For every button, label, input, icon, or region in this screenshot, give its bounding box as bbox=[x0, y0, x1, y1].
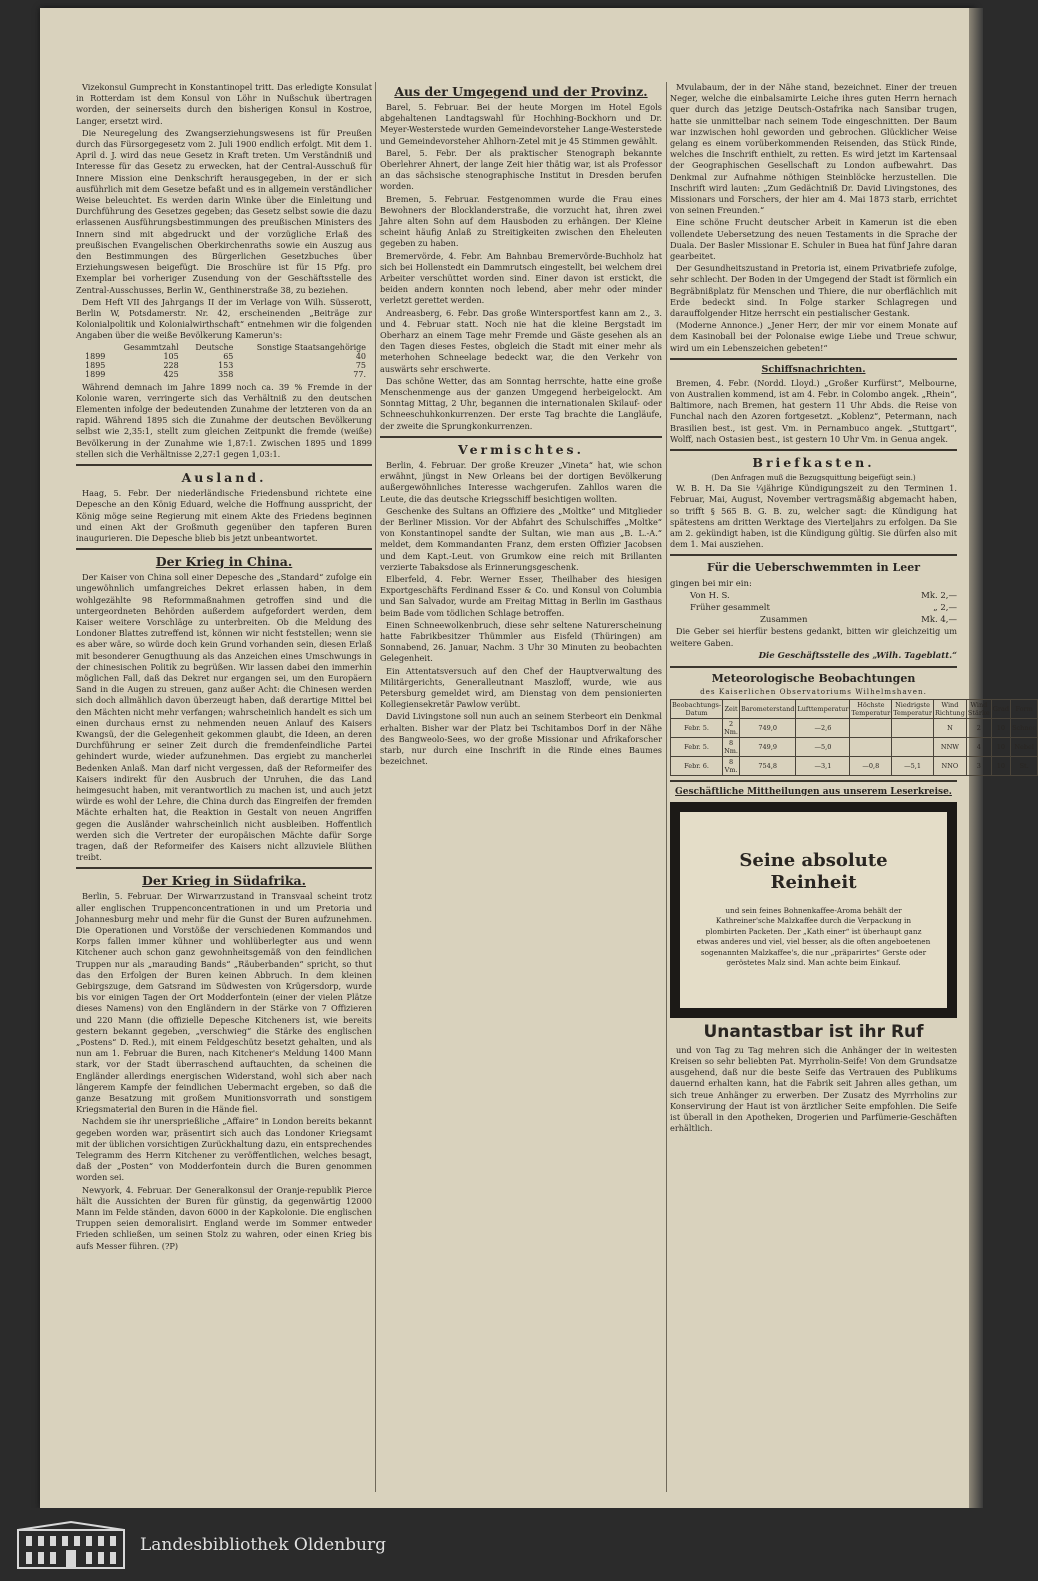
table-cell: NNW bbox=[933, 737, 966, 756]
schiff-paragraph: Bremen, 4. Febr. (Nordd. Lloyd.) „Großer Kurfürst“, Melbourne, von Australien kommend, ist am 4. Febr. in Colombo angek. „Rhein“, Baltimore, nach Bremen, hat gestern 11 Uhr Abds. die Reise von Funchal nach den Azoren fortgesetzt. „Koblenz“, Petermann, nach Brasilien best., ist gest. Vm. in Pernambuco angek. „Stuttgart“, Wolff, nach Ostasien best., ist gestern 10 Uhr Vm. in Genua angek. bbox=[670, 377, 957, 444]
section-heading-briefkasten: Briefkasten. bbox=[752, 455, 875, 471]
table-row bbox=[671, 737, 1038, 756]
ad-body: und sein feines Bohnenkaffee-Aroma behält der Kathreiner'sche Malzkaffee durch die Verpackung in plombirten Packeten. Der „Kath einer“ ist überhaupt ganz etwas anderes und viel, viel besser, als die often angeboetenen sogenannten Malzkaffee's, die nur „präparirtes“ Gerste oder geröstetes Malz sind. Man achte beim Einkauf. bbox=[696, 905, 931, 968]
donation-label: Früher gesammelt bbox=[690, 603, 770, 614]
vermischtes-paragraph: Berlin, 4. Februar. Der große Kreuzer „Vineta“ hat, wie schon erwähnt, jüngst in New Orleans bei der dortigen Bevölkerung außergewöhnliches Interesse wachgerufen. Zahllos waren die Leute, die das deutsche Kriegsschiff besichtigen wollten. bbox=[380, 459, 662, 504]
section-divider bbox=[670, 666, 957, 668]
table-cell: 77. bbox=[353, 369, 366, 379]
table-cell: Febr. 6. bbox=[671, 756, 723, 775]
table-cell: 1899 bbox=[85, 369, 106, 379]
column-1 bbox=[76, 82, 372, 1492]
table-cell: 40 bbox=[355, 351, 366, 361]
library-footer bbox=[0, 1508, 1000, 1581]
vermischtes-paragraph: Einen Schneewolkenbruch, diese sehr seltene Naturerscheinung hatte Fabrikbesitzer Thümmler aus Eisfeld (Thüringen) am Sonnabend, 26. Januar, Nachm. 3 Uhr 30 Minuten zu beobachten Gelegenheit. bbox=[380, 619, 662, 664]
donation-intro: gingen bei mir ein: bbox=[670, 579, 752, 590]
donation-signature: Die Geschäftsstelle des „Wilh. Tageblatt.“ bbox=[758, 650, 957, 661]
table-header: Sonstige Staatsangehörige bbox=[256, 342, 366, 352]
ad-headline: Seine absolute bbox=[739, 849, 888, 871]
umgegend-paragraph: Andreasberg, 6. Febr. Das große Wintersportfest kann am 2., 3. und 4. Februar statt. Noch nie hat die kleine Bergstadt im Oberharz an einem Tage mehr Fremde und Gäste gesehen als an den Tagen dieses Festes, obgleich die Stadt mit einer mehr als meterhohen Schneelage bedeckt war, die den Verkehr von auswärts sehr erschwerte. bbox=[380, 307, 662, 374]
table-header: Niedrigste Temperatur bbox=[893, 700, 932, 717]
ausland-paragraph: Haag, 5. Febr. Der niederländische Friedensbund richtete eine Depesche an den König Eduard, welche die Hoffnung ausspricht, der König möge seine Regierung mit einem Akte des Friedens beginnen und einen Akt der Großmuth gegenüber den tapferen Buren inaugurieren. Die Depesche blieb bis jetzt unbeantwortet. bbox=[76, 488, 372, 543]
table-header: Barometerstand bbox=[740, 699, 796, 718]
table-header: Grad bbox=[991, 699, 1010, 718]
section-divider bbox=[670, 780, 957, 782]
table-cell bbox=[892, 737, 934, 756]
intro-paragraph: Der Gesundheitszustand in Pretoria ist, einem Privatbriefe zufolge, sehr schlecht. Der Boden in der Umgegend der Stadt ist förmlich ein Begräbnißplatz für Menschen und Thiere, die nur oberflächlich mit Erde bedeckt sind. In Folge starker Schlagregen und darauffolgender Hitze herrscht ein pestialischer Gestank. bbox=[670, 263, 957, 319]
table-cell: 228 bbox=[163, 360, 179, 370]
suedafrika-paragraph: Berlin, 5. Februar. Der Wirwarrzustand in Transvaal scheint trotz aller englischen Truppenconcentrationen in und um Pretoria und Johannesburg mehr und mehr für die Gunst der Buren aufzunehmen. Die Operationen und Vorstöße der verschiedenen Kommandos und Korps fallen immer kühner und wohlüberlegter aus und wenn Kitchener auch schon ganz gewohnheitsgemäß von den feindlichen Truppen nur als „marauding Bands“ „Räuberbanden“ spricht, so thut das den Erfolgen der Buren keinen Abbruch. In dem kleinen Gebirgszuge, dem Gatsrand im Südwesten von Krügersdorp, wurde bis vor einigen Tagen der Ort Modderfontein (einer der vielen Plätze dieses Namens) von den Engländern in der Stärke von 7 Offizieren und 220 Mann (die offizielle Depesche Kitcheners ist, wie bereits gestern bekannt gegeben, „verschwieg“ die Stärke des englischen „Postens“ D. Red.), mit einem Feldgeschütz besetzt gehalten, und als nun am 1. Februar die Buren, nach Kitchener's Meldung 1400 Mann stark, vor der Stadt überraschend auftauchten, da scheinen die Engländer allerdings energischen Widerstand, wohl sich aber nach längerem Kampfe der feindlichen Uebermacht ergeben, so daß die ganze Besatzung mit großem Munitionsvorrath und sonstigem Kriegsmaterial den Buren in die Hände fiel. bbox=[76, 891, 372, 1115]
umgegend-paragraph: Bremervörde, 4. Febr. Am Bahnbau Bremervörde-Buchholz hat sich bei Hollenstedt ein Dammrutsch eingestellt, bei welchem drei Arbeiter verschüttet worden sind. Einer davon ist erstickt, die beiden andern konnten noch lebend, aber mehr oder minder verletzt gerettet werden. bbox=[380, 250, 662, 306]
population-table bbox=[76, 343, 372, 379]
table-row bbox=[671, 756, 1038, 775]
china-paragraph: Der Kaiser von China soll einer Depesche des „Standard“ zufolge ein ungewöhnlich umfangreiches Dekret erlassen haben, in dem wohlgezählte 98 Reformmaßnahmen getroffen sind und die untergeordneten Behörden außerdem aufgefordert werden, dem Kaiser weitere Vorschläge zu unterbreiten. Ob die Meldung des Londoner Blattes zutreffend ist, können wir nicht feststellen; wenn sie es aber wäre, so würde doch kein Grund vorhanden sein, diesen Erlaß mit besonderer Genugthuung als das Anzeichen eines Umschwungs in der chinesischen Politik zu begrüßen. Wir lassen dabei den immerhin möglichen Fall, daß das Dekret nur ergangen sei, um den Europäern Sand in die Augen zu streuen, ganz außer Acht: die Chinesen werden sich doch allmählich davon überzeugt haben, daß derartige Mittel bei den Mächten nicht mehr verfangen; wahrscheinlich handelt es sich um einen durchaus ernst zu nehmenden neuen Anlauf des Kaisers Kwangsü, der die Gelegenheit gekommen glaubt, die Ideen, an deren Durchführung er seiner Zeit durch die fremdenfeindliche Partei gehindert wurde, wieder aufzunehmen. Das ergiebt zu mancherlei Bedenken Anlaß. Man darf nicht vergessen, daß der Reformeifer des Kaisers indirekt für den Ausbruch der Unruhen, die das Land heimgesucht haben, mit verantwortlich zu machen ist, und auch jetzt würde es wohl der Lehre, die China durch das Eingreifen der fremden Mächte erhalten hat, die Reaktion in Gestalt von neuen Angriffen gegen die Ausländer wahrscheinlich nicht ausbleiben. Hoffentlich werden sich die Vertreter der europäischen Mächte dafür Sorge tragen, daß der Reformeifer des Kaisers nicht allzuviele Blüthen treibt. bbox=[76, 572, 372, 863]
table-cell: 3 bbox=[966, 756, 991, 775]
table-cell: Febr. 5. bbox=[671, 718, 723, 737]
table-row bbox=[76, 352, 372, 361]
table-cell: —0,8 bbox=[850, 756, 892, 775]
donation-list bbox=[670, 578, 957, 661]
donation-amount: „ 2,— bbox=[933, 603, 957, 614]
column-rule bbox=[666, 82, 667, 1492]
vermischtes-paragraph: Ein Attentatsversuch auf den Chef der Hauptverwaltung des Militärgerichts, Generalleutnant Maszloff, wurde, wie aus Petersburg gemeldet wird, am Dienstag von dem pensionierten Kollegiensekretär Pawlow verübt. bbox=[380, 665, 662, 710]
weather-table bbox=[670, 699, 1038, 776]
section-heading-vermischtes: Vermischtes. bbox=[458, 441, 584, 457]
section-divider bbox=[76, 867, 372, 869]
section-heading-meteo: Meteorologische Beobachtungen bbox=[711, 671, 916, 685]
umgegend-paragraph: Barel, 5. Februar. Bei der heute Morgen im Hotel Egols abgehaltenen Landtagswahl für Hochhing-Bockhorn und Dr. Meyer-Westerstede wurden Gemeindevorsteher Lange-Westerstede und Gemeindevorsteher Ahlhorn-Zetel mit je 45 Stimmen gewählt. bbox=[380, 102, 662, 146]
column-rule bbox=[375, 82, 376, 1492]
table-cell: 8 Nm. bbox=[724, 738, 738, 755]
section-heading-spenden: Für die Ueberschwemmten in Leer bbox=[706, 561, 921, 575]
section-divider bbox=[670, 554, 957, 556]
table-cell: 153 bbox=[218, 360, 234, 370]
table-cell: —5,0 bbox=[796, 737, 850, 756]
briefkasten-note: (Den Anfragen muß die Bezugsquittung beigefügt sein.) bbox=[711, 473, 916, 483]
intro-paragraph: (Moderne Annonce.) „Jener Herr, der mir vor einem Monate auf dem Kasinoball bei der Polonaise ewige Liebe und Treue schwur, wird um ein Lebenszeichen gebeten!“ bbox=[670, 320, 957, 353]
ad-body: und von Tag zu Tag mehren sich die Anhänger der in weitesten Kreisen so sehr beliebten Pat. Myrrholin-Seife! Von dem Grundsatze ausgehend, daß nur die beste Seife das Vertrauen des Publikums dauernd erhalten kann, hat die Fabrik seit Jahren alles gethan, um sich treue Anhänger zu erwerben. Der Zusatz des Myrrholins zur Konservirung der Haut ist von ärztlicher Seite empfohlen. Die Seife ist überall in den Apotheken, Drogerien und Parfümerie-Geschäften erhältlich. bbox=[670, 1044, 957, 1134]
vermischtes-paragraph: David Livingstone soll nun auch an seinem Sterbeort ein Denkmal erhalten. Bisher war der Platz bei Tschitambos Dorf in der Nähe des Bangweolo-Sees, wo der große Missionar und Afrikaforscher starb, nur durch eine Inschrift in die Rinde eines Baumes bezeichnet. bbox=[380, 711, 662, 767]
donation-label: Von H. S. bbox=[690, 591, 730, 602]
table-cell bbox=[850, 737, 892, 756]
intro-paragraph: Eine schöne Frucht deutscher Arbeit in Kamerun ist die eben vollendete Uebersetzung des neuen Testaments in die Sprache der Duala. Der Basler Missionar E. Schuler in Buea hat fünf Jahre daran gearbeitet. bbox=[670, 217, 957, 262]
table-cell: 75 bbox=[355, 360, 366, 370]
intro-paragraph: Die Neuregelung des Zwangserziehungswesens ist für Preußen durch das Fürsorgegesetz vom 2. Juli 1900 endlich erfolgt. Mit dem 1. April d. J. wird das neue Gesetz in Kraft treten. Um Verständniß und Interesse für das Gesetz zu erwecken, hat der Central-Ausschuß für Innere Mission eine Denkschrift herausgegeben, in der er sich ausführlich mit dem Gesetze befaßt und es in allgemein verständlicher Weise beleuchtet. Es werden darin Winke über die Einleitung und Durchführung des Gesetzes gegeben; das Gesetz selbst sowie die dazu erlassenen Ausführungsbestimmungen des preußischen Ministers des Innern sind mit abgedruckt und der vorzügliche Erlaß des preußischen Evangelischen Oberkirchenraths sowie ein Auszug aus den Bestimmungen des Bürgerlichen Gesetzbuches über Erziehungswesen beigefügt. Die Broschüre ist für 15 Pfg. pro Exemplar bei vorheriger Zusendung von der Geschäftsstelle des Zentral-Ausschusses, Berlin W., Genthinerstraße 38, zu beziehen. bbox=[76, 127, 372, 295]
table-header: Höchste Temperatur bbox=[851, 700, 891, 717]
section-heading-china: Der Krieg in China. bbox=[155, 554, 293, 570]
table-row bbox=[76, 370, 372, 379]
table-cell: 749,0 bbox=[740, 718, 796, 737]
table-cell: 1895 bbox=[85, 360, 106, 370]
table-cell: 10 bbox=[991, 737, 1010, 756]
section-heading-ausland: Ausland. bbox=[181, 470, 267, 486]
list-item bbox=[670, 602, 957, 614]
table-cell: Nebel bbox=[1011, 737, 1038, 756]
table-cell: —5,1 bbox=[892, 756, 934, 775]
newspaper-page bbox=[40, 8, 1037, 1508]
table-cell: N bbox=[933, 718, 966, 737]
section-divider bbox=[380, 436, 662, 438]
table-header: Lufttemperatur bbox=[796, 699, 850, 718]
table-cell: 358 bbox=[218, 369, 234, 379]
column-3 bbox=[670, 82, 1037, 1492]
table-cell: 65 bbox=[223, 351, 234, 361]
section-divider bbox=[670, 449, 957, 451]
umgegend-paragraph: Bremen, 5. Februar. Festgenommen wurde die Frau eines Bewohners der Blocklanderstraße, die vorzucht hat, ihren zwei Jahre alten Sohn auf dem Hausboden zu erhängen. Der Kleine scheint häufig Anlaß zu Streitigkeiten zwischen den Eheleuten gegeben zu haben. bbox=[380, 193, 662, 249]
table-cell: Febr. 5. bbox=[671, 737, 723, 756]
table-cell: —3,1 bbox=[796, 756, 850, 775]
ad-headline: Unantastbar ist ihr Ruf bbox=[703, 1021, 924, 1042]
table-cell: NNO bbox=[933, 756, 966, 775]
section-heading-schiff: Schiffsnachrichten. bbox=[761, 363, 866, 375]
donation-amount: Mk. 2,— bbox=[921, 591, 957, 602]
table-cell: 749,9 bbox=[740, 737, 796, 756]
donation-thanks: Die Geber sei hierfür bestens gedankt, bitten wir gleichzeitig um weitere Gaben. bbox=[670, 626, 957, 648]
table-cell: 754,8 bbox=[740, 756, 796, 775]
section-heading-geschaeftlich: Geschäftliche Mittheilungen aus unserem Leserkreise. bbox=[675, 786, 952, 797]
intro-paragraph: Mvulabaum, der in der Nähe stand, bezeichnet. Einer der treuen Neger, welche die einbalsamirte Leiche ihres guten Herrn hernach quer durch das jetzige Deutsch-Ostafrika nach Sansibar trugen, hatte sie unmittelbar nach seinem Tode eingeschnitten. Der Baum war inzwischen hohl geworden und gebrochen. Glücklicher Weise gelang es einem vorüberkommenden Reisenden, das Stück Rinde, welches die Inschrift enthielt, zu retten. Es wird jetzt im Kartensaal der Geographischen Gesellschaft zu London aufbewahrt. Das Denkmal zur Aufnahme nöthigen Steinblöcke herzustellen. Die Inschrift wird lauten: „Zum Gedächtniß Dr. David Livingstones, des Missionars und Forschers, der hier am 4. Mai 1873 starb, errichtet von seinen Freunden.“ bbox=[670, 82, 957, 216]
list-item bbox=[670, 614, 957, 626]
umgegend-paragraph: Barel, 5. Febr. Der als praktischer Stenograph bekannte Oberlehrer Ahnert, der lange Zeit hier thätig war, ist als Professor an das sächsische stenographische Institut in Dresden berufen worden. bbox=[380, 147, 662, 192]
umgegend-paragraph: Das schöne Wetter, das am Sonntag herrschte, hatte eine große Menschenmenge aus der ganzen Umgegend herbeigelockt. Am Sonntag Mittag, 2 Uhr, begannen die internationalen Skilauf- oder Schneeschuhkonkurrenzen. Der erste Tag brachte die Langläufe, der zweite die Sprungkonkurrenzen. bbox=[380, 375, 662, 431]
table-cell bbox=[892, 718, 934, 737]
table-header bbox=[76, 343, 111, 352]
table-row bbox=[671, 718, 1038, 737]
table-header: Deutsche bbox=[195, 342, 234, 352]
section-divider bbox=[76, 548, 372, 550]
column-2 bbox=[380, 82, 662, 1492]
table-cell: 1899 bbox=[85, 351, 106, 361]
table-cell: 4 bbox=[966, 737, 991, 756]
intro-paragraph: Dem Heft VII des Jahrgangs II der im Verlage von Wilh. Süsserott, Berlin W, Potsdamerstr. Nr. 42, erscheinenden „Beiträge zur Kolonialpolitik und Kolonialwirthschaft“ entnehmen wir die folgenden Angaben über die weiße Bevölkerung Kamerun's: bbox=[76, 296, 372, 341]
table-cell: 2 bbox=[966, 718, 991, 737]
section-heading-suedafrika: Der Krieg in Südafrika. bbox=[142, 873, 306, 889]
briefkasten-paragraph: W. B. H. Da Sie ¼jährige Kündigungszeit zu den Terminen 1. Februar, Mai, August, November vertragsmäßig abgemacht haben, so trifft § 565 B. G. B. zu, welcher sagt: die Kündigung hat spätestens am dritten Werktage des Vierteljahrs zu erfolgen. Da Sie am 2. gekündigt haben, ist die Kündigung gültig. Sie dürfen also mit dem 1. Mai ausziehen. bbox=[670, 483, 957, 550]
table-cell: 10 bbox=[991, 756, 1010, 775]
table-cell: 425 bbox=[163, 369, 179, 379]
section-heading-umgegend: Aus der Umgegend und der Provinz. bbox=[394, 84, 648, 99]
section-divider bbox=[76, 464, 372, 466]
table-header: Gesammtzahl bbox=[123, 342, 179, 352]
advertisement-kathreiner bbox=[670, 802, 957, 1018]
section-divider bbox=[670, 358, 957, 360]
table-cell: 10 bbox=[991, 718, 1010, 737]
list-item bbox=[670, 590, 957, 602]
population-paragraph: Während demnach im Jahre 1899 noch ca. 39 % Fremde in der Kolonie waren, verringerte sich das Verhältniß zu den deutschen Elementen infolge der bedeutenden Zunahme der letzteren von da an rapid. Während 1895 sich die Zunahme der deutschen Bevölkerung selbst wie 2,35:1, stellt zum gleichen Zeitpunkt die fremde (weiße) Bevölkerung in der Zunahme wie 1,87:1. Zwischen 1895 und 1899 stellen sich die Verhältnisse 2,27:1 gegen 1,03:1. bbox=[76, 381, 372, 459]
table-cell: Schnee bbox=[1011, 718, 1038, 737]
vermischtes-paragraph: Elberfeld, 4. Febr. Werner Esser, Theilhaber des hiesigen Exportgeschäfts Ferdinand Esser & Co. und Konsul von Columbia und San Salvador, wurde am Freitag Mittag in Berlin im Gasthaus beim Bade vom tödlichen Schlage betroffen. bbox=[380, 573, 662, 618]
suedafrika-paragraph: Nachdem sie ihr unersprießliche „Affaire“ in London bereits bekannt gegeben worden war, präsentirt sich auch das Londoner Kriegsamt mit der üblichen vorsichtigen Zurückhaltung dazu, ein entsprechendes Telegramm des Herrn Kitchener zu veröffentlichen, welches besagt, daß der „Posten“ von Modderfontein durch die Buren genommen worden sei. bbox=[76, 1116, 372, 1183]
suedafrika-paragraph: Newyork, 4. Februar. Der Generalkonsul der Oranje-republik Pierce hält die Aussichten der Buren für günstig, da gegenwärtig 12000 Mann im Felde ständen, davon 6000 in der Kapkolonie. Die englischen Truppen seien demoralisirt. England werde im Sommer entweder Frieden schließen, um seinen Stolz zu wahren, oder einen Krieg bis aufs Messer führen. (?P) bbox=[76, 1184, 372, 1251]
table-cell: 8 Vm. bbox=[724, 757, 738, 774]
library-building-icon bbox=[16, 1520, 126, 1570]
table-header: Form bbox=[1011, 699, 1038, 718]
table-header: Wind Richtung bbox=[934, 700, 965, 717]
table-header: Beobachtungs-Datum bbox=[672, 700, 722, 717]
table-cell bbox=[850, 718, 892, 737]
table-cell: 2 Nm. bbox=[724, 719, 738, 736]
donation-label: Zusammen bbox=[760, 615, 808, 626]
table-cell: 105 bbox=[163, 351, 179, 361]
table-header: Zeit bbox=[723, 699, 740, 718]
table-row bbox=[76, 361, 372, 370]
advertisement-myrrholin bbox=[670, 1022, 957, 1135]
donation-amount: Mk. 4,— bbox=[921, 615, 957, 626]
vermischtes-paragraph: Geschenke des Sultans an Offiziere des „Moltke“ und Mitglieder der Berliner Mission. Vor der Abfahrt des Schulschiffes „Moltke“ von Konstantinopel sandte der Sultan, wie man aus „B. L.-A.“ meldet, dem Kommandanten Franz, dem ersten Offizier Jacobsen und dem Kapt.-Leut. von Grumkow eine reich mit Brillanten verzierte Tabaksdose als Erinnerungsgeschenk. bbox=[380, 505, 662, 572]
table-cell: —2,6 bbox=[796, 718, 850, 737]
library-name: Landesbibliothek Oldenburg bbox=[140, 1534, 387, 1555]
table-cell: St. bbox=[1011, 756, 1038, 775]
table-header: Wind Stärke bbox=[967, 700, 990, 717]
intro-paragraph: Vizekonsul Gumprecht in Konstantinopel tritt. Das erledigte Konsulat in Rotterdam ist dem Konsul von Löhr in Nußschuk übertragen worden, der seinerseits durch den bisherigen Konsul in Kostroe, Langer, ersetzt wird. bbox=[76, 82, 372, 126]
ad-headline: Reinheit bbox=[770, 871, 857, 893]
meteo-subtitle: des Kaiserlichen Observatoriums Wilhelmshaven. bbox=[700, 686, 927, 696]
